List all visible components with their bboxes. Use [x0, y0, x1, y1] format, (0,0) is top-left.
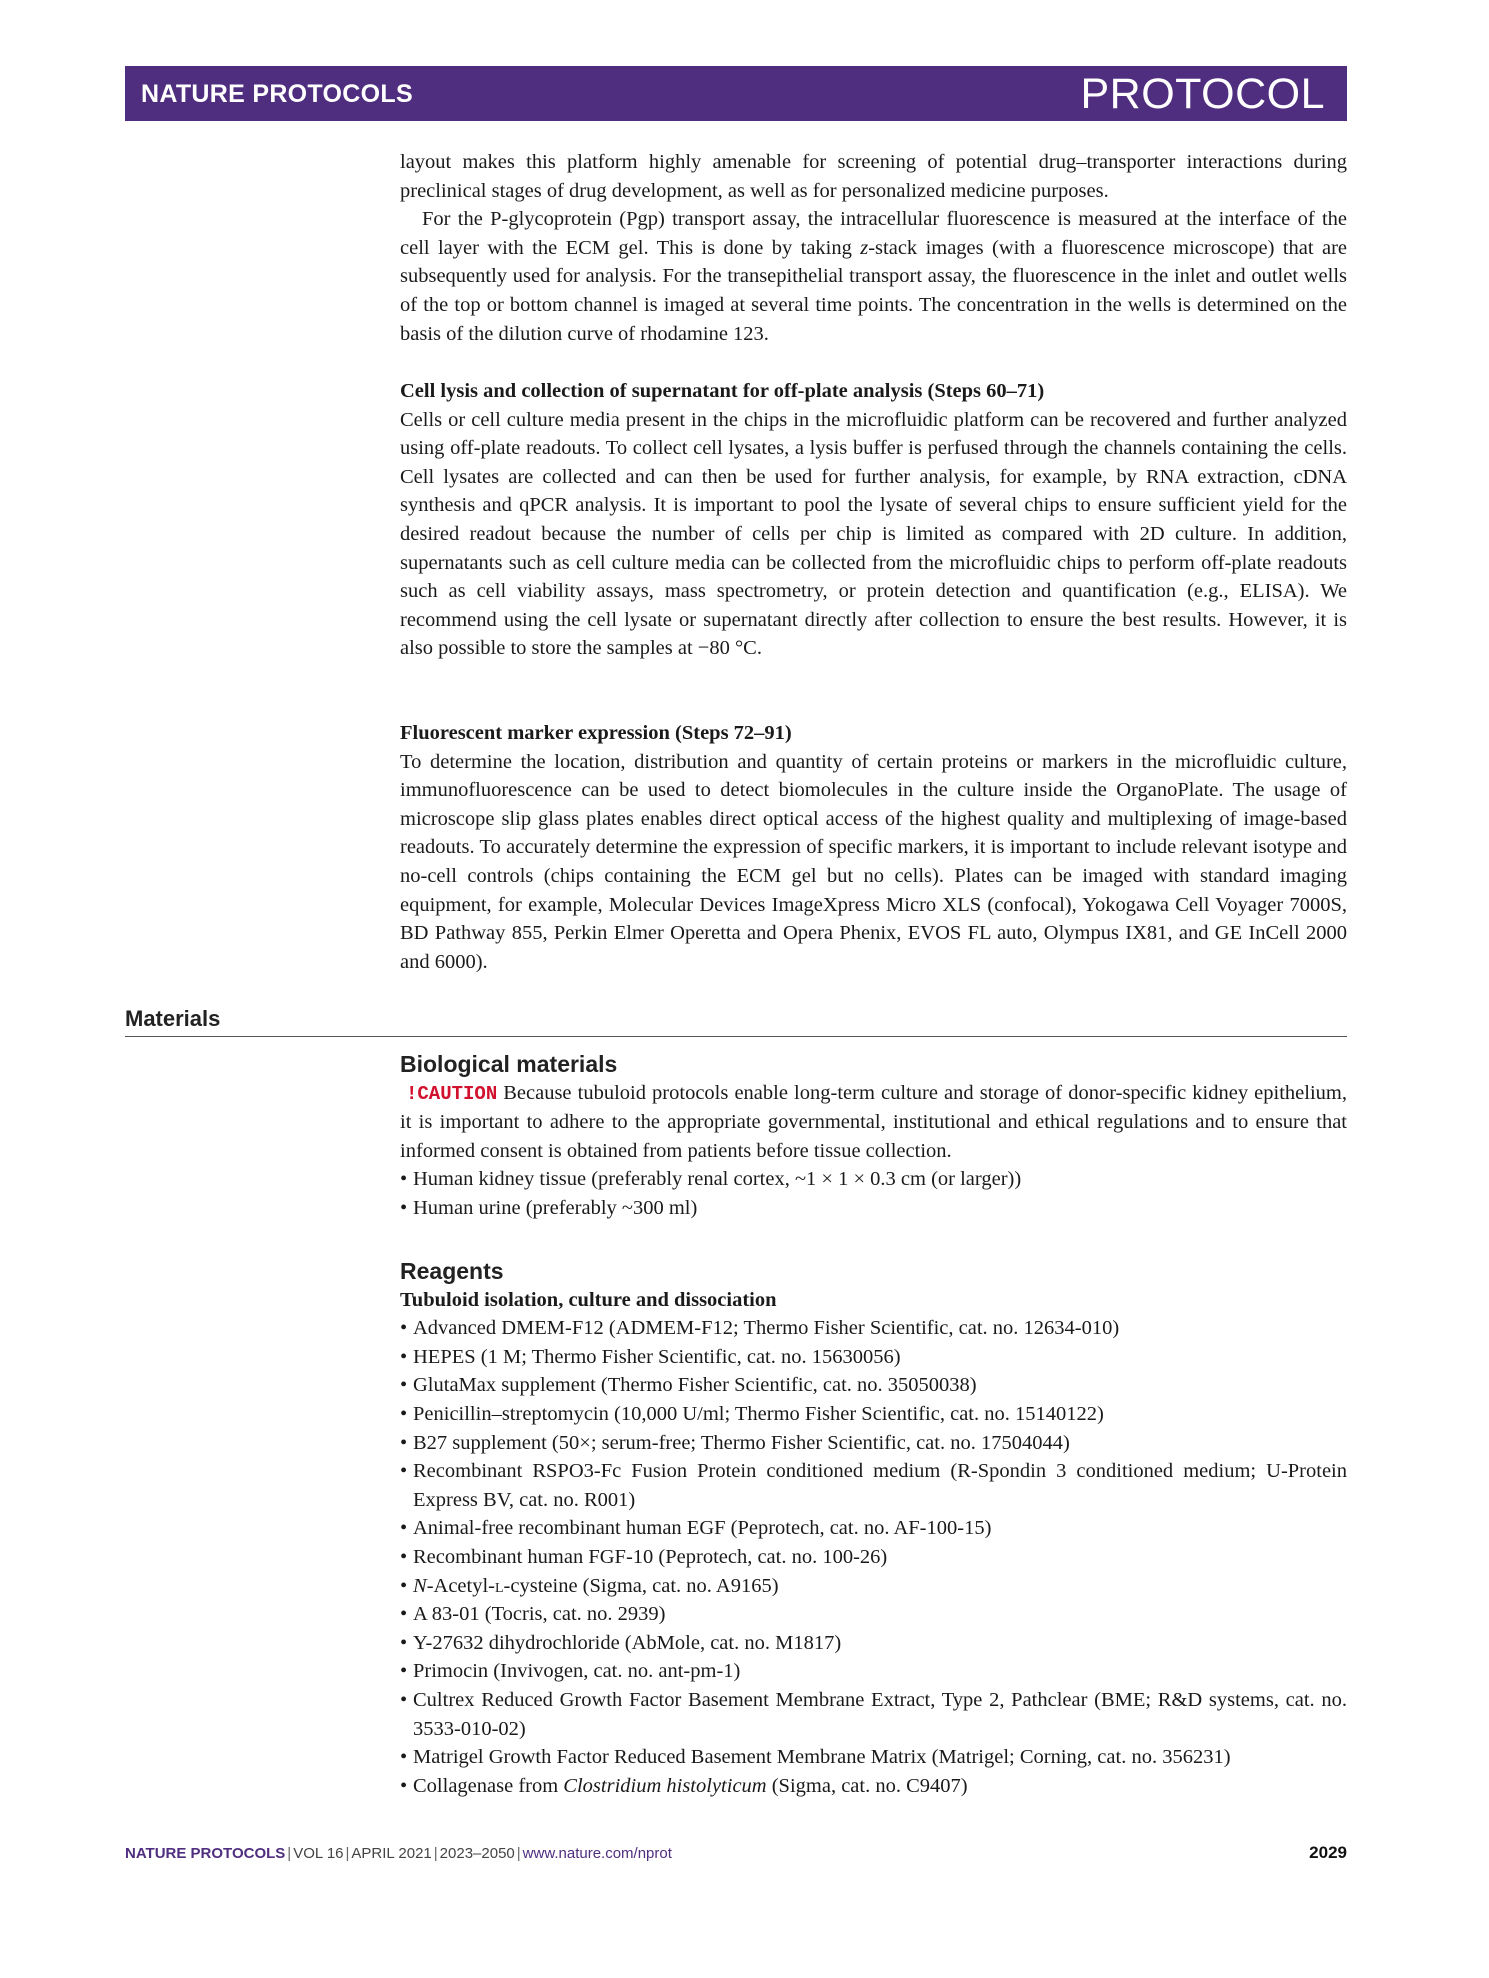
list-item: • Animal-free recombinant human EGF (Peprotech, cat. no. AF-100-15)	[400, 1517, 992, 1540]
list-item: • Matrigel Growth Factor Reduced Basement Membrane Matrix (Matrigel; Corning, cat. no. 356231)	[400, 1746, 1231, 1769]
list-item: • HEPES (1 M; Thermo Fisher Scientific, cat. no. 15630056)	[400, 1345, 901, 1368]
biological-materials	[400, 1050, 1347, 1223]
intro-paragraph-1: layout makes this platform highly amenable for screening of potential drug–transporter interactions during preclinical stages of drug development, as well as for personalized medicine purposes.	[400, 151, 1347, 202]
list-item: • N-Acetyl-l-cysteine (Sigma, cat. no. A9165)	[400, 1574, 779, 1597]
biological-materials-heading: Biological materials	[400, 1051, 618, 1077]
reagent-list	[400, 1314, 1347, 1800]
list-item: • A 83-01 (Tocris, cat. no. 2939)	[400, 1603, 666, 1626]
footer-pages: 2023–2050	[439, 1845, 515, 1862]
list-item: • GlutaMax supplement (Thermo Fisher Scientific, cat. no. 35050038)	[400, 1374, 977, 1397]
list-item: • Penicillin–streptomycin (10,000 U/ml; Thermo Fisher Scientific, cat. no. 15140122)	[400, 1402, 1104, 1425]
list-item: • Collagenase from Clostridium histolyticum (Sigma, cat. no. C9407)	[400, 1774, 968, 1797]
lysis-heading: Cell lysis and collection of supernatant for off-plate analysis (Steps 60–71)	[400, 380, 1045, 402]
list-item: • Human kidney tissue (preferably renal cortex, ~1 × 1 × 0.3 cm (or larger))	[400, 1168, 1022, 1191]
list-item: • Human urine (preferably ~300 ml)	[400, 1196, 698, 1219]
materials-section-title: Materials	[125, 1006, 221, 1031]
list-item: • Y-27632 dihydrochloride (AbMole, cat. no. M1817)	[400, 1631, 842, 1654]
reagents-heading: Reagents	[400, 1258, 504, 1284]
list-item: • Cultrex Reduced Growth Factor Basement Membrane Extract, Type 2, Pathclear (BME; R&D systems, cat. no. 3533-010-02)	[400, 1688, 1347, 1740]
fluorescent-body: To determine the location, distribution and quantity of certain proteins or markers in the microfluidic culture, immunofluorescence can be used to detect biomolecules in the culture inside the OrganoPlate. The usage of microscope slip glass plates enables direct optical access of the highest quality and multiplexing of image-based readouts. To accurately determine the expression of specific markers, it is important to include relevant isotype and no-cell controls (chips containing the ECM gel but no cells). Plates can be imaged with standard imaging equipment, for example, Molecular Devices ImageXpress Micro XLS (confocal), Yokogawa Cell Voyager 7000S, BD Pathway 855, Perkin Elmer Operetta and Opera Phenix, EVOS FL auto, Olympus IX81, and GE InCell 2000 and 6000).	[400, 750, 1347, 973]
tubuloid-heading: Tubuloid isolation, culture and dissociation	[400, 1288, 777, 1311]
intro-paragraph-2: For the P-glycoprotein (Pgp) transport assay, the intracellular fluorescence is measured at the interface of the cell layer with the ECM gel. This is done by taking z-stack images (with a fluorescence microscope) that are subsequently used for analysis. For the transepithelial transport assay, the fluorescence in the inlet and outlet wells of the top or bottom channel is imaged at several time points. The concentration in the wells is determined on the basis of the dilution curve of rhodamine 123.	[400, 208, 1347, 345]
lysis-section	[400, 377, 1347, 663]
lysis-body: Cells or cell culture media present in the chips in the microfluidic platform can be recovered and further analyzed using off-plate readouts. To collect cell lysates, a lysis buffer is perfused through the channels containing the cells. Cell lysates are collected and can then be used for further analysis, for example, by RNA extraction, cDNA synthesis and qPCR analysis. It is important to pool the lysate of several chips to ensure sufficient yield for the desired readout because the number of cells per chip is limited as compared with 2D culture. In addition, supernatants such as cell culture media can be collected from the microfluidic chips to perform off-plate readouts such as cell viability assays, mass spectrometry, or protein detection and quantification (e.g., ELISA). We recommend using the cell lysate or supernatant directly after collection to ensure the best results. However, it is also possible to store the samples at −80 °C.	[400, 408, 1347, 660]
list-item: • Recombinant RSPO3-Fc Fusion Protein conditioned medium (R-Spondin 3 conditioned medium; U-Protein Express BV, cat. no. R001)	[400, 1460, 1347, 1511]
page-footer: NATURE PROTOCOLS | VOL 16 | APRIL 2021 | 2023–2050 | www.nature.com/nprot 2029	[125, 1843, 1347, 1862]
reagents-section	[400, 1257, 1347, 1800]
page-number: 2029	[1309, 1843, 1347, 1862]
intro-text	[400, 148, 1347, 348]
fluorescent-section	[400, 719, 1347, 976]
journal-name: NATURE PROTOCOLS	[141, 80, 413, 108]
caution-paragraph	[400, 1079, 1347, 1166]
biological-list	[400, 1165, 1347, 1222]
fluorescent-heading: Fluorescent marker expression (Steps 72–91)	[400, 722, 792, 744]
caution-text: Because tubuloid protocols enable long-term culture and storage of donor-specific kidney epithelium, it is important to adhere to the appropriate governmental, institutional and ethical regulations and to ensure that informed consent is obtained from patients before tissue collection.	[400, 1081, 1347, 1162]
journal-header-bar	[125, 66, 1347, 121]
list-item: • Advanced DMEM-F12 (ADMEM-F12; Thermo Fisher Scientific, cat. no. 12634-010)	[400, 1317, 1120, 1340]
footer-volume: VOL 16	[293, 1845, 344, 1862]
caution-label: !CAUTION	[406, 1082, 498, 1105]
list-item: • Primocin (Invivogen, cat. no. ant-pm-1)	[400, 1660, 741, 1683]
article-type: PROTOCOL	[1080, 70, 1325, 118]
footer-journal: NATURE PROTOCOLS	[125, 1845, 286, 1862]
list-item: • Recombinant human FGF-10 (Peprotech, cat. no. 100-26)	[400, 1545, 888, 1568]
footer-date: APRIL 2021	[351, 1845, 432, 1862]
section-divider	[125, 1036, 1347, 1037]
footer-url-link[interactable]: www.nature.com/nprot	[522, 1845, 672, 1862]
list-item: • B27 supplement (50×; serum-free; Thermo Fisher Scientific, cat. no. 17504044)	[400, 1431, 1070, 1454]
